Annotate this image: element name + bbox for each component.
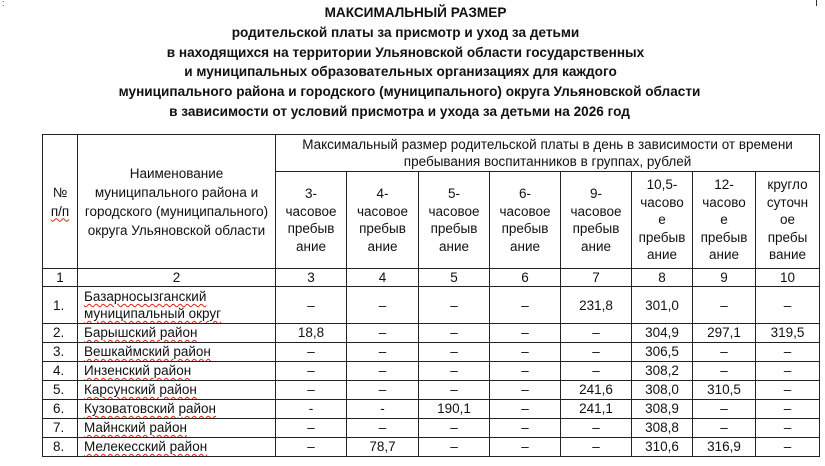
row-value: 304,9 xyxy=(632,324,693,343)
header-column-text: е xyxy=(720,212,728,228)
title-line: и муниципальных образовательных организациях для каждого xyxy=(184,64,617,80)
header-row xyxy=(43,135,820,172)
row-value: – xyxy=(693,419,756,438)
row-value: 319,5 xyxy=(756,324,820,343)
row-value: – xyxy=(419,438,490,457)
row-value: – xyxy=(756,287,820,324)
column-number: 2 xyxy=(78,269,276,287)
header-name: Наименование муниципального района и городского (муниципального) округа Ульяновской области xyxy=(78,135,276,269)
row-value: – xyxy=(419,343,490,362)
row-value: – xyxy=(276,343,347,362)
title-line: родительской платы за присмотр и уход за детьми xyxy=(231,24,580,40)
header-column-text: часовое xyxy=(285,203,337,219)
column-number: 6 xyxy=(490,269,561,287)
row-value: – xyxy=(347,324,419,343)
row-name xyxy=(78,287,276,324)
row-value: – xyxy=(693,400,756,419)
row-name-text: Вешкаймский район xyxy=(84,344,211,359)
header-column-text: ание xyxy=(295,238,326,254)
column-number: 7 xyxy=(561,269,632,287)
row-value: – xyxy=(561,438,632,457)
row-value: – xyxy=(419,419,490,438)
row-name-text: Барышский район xyxy=(84,325,198,340)
row-name-text: Майнский район xyxy=(84,420,187,435)
title-line: муниципального района и городского (муниципального) округа Ульяновской области xyxy=(118,84,701,100)
row-value: – xyxy=(490,287,561,324)
row-name-text: Мелекесский район xyxy=(84,439,208,454)
row-name-text: Инзенский район xyxy=(84,363,192,378)
row-value: – xyxy=(347,287,419,324)
title-line: в находящихся на территории Ульяновской области государственных xyxy=(166,44,645,60)
row-value: 308,0 xyxy=(632,381,693,400)
header-group: Максимальный размер родительской платы в день в зависимости от времени пребывания воспитанников в группах, рублей xyxy=(276,135,820,172)
row-value: – xyxy=(561,362,632,381)
row-value: – xyxy=(756,400,820,419)
row-value: – xyxy=(756,343,820,362)
table-row xyxy=(43,438,820,457)
header-column-text: пребыв xyxy=(638,229,686,245)
header-column-4 xyxy=(490,172,561,269)
header-column-text: 9- xyxy=(589,186,602,201)
column-number: 5 xyxy=(419,269,490,287)
row-value: 301,0 xyxy=(632,287,693,324)
table-row xyxy=(43,381,820,400)
header-column-8 xyxy=(756,172,820,269)
header-column-text: часовое xyxy=(499,203,551,219)
row-value: 190,1 xyxy=(419,400,490,419)
row-value: – xyxy=(490,362,561,381)
header-column-text: ание xyxy=(708,247,739,263)
table-row xyxy=(43,287,820,324)
column-number: 1 xyxy=(43,269,78,287)
header-column-text: вание xyxy=(769,247,807,263)
column-number: 9 xyxy=(693,269,756,287)
row-name xyxy=(78,438,276,457)
header-column-text: пребы xyxy=(767,229,808,245)
document-title xyxy=(0,3,825,122)
row-value: – xyxy=(276,438,347,457)
row-value: – xyxy=(561,343,632,362)
header-column-text: 10,5- xyxy=(646,177,678,193)
header-column-text: пребыв xyxy=(700,229,748,245)
row-name xyxy=(78,400,276,419)
row-value: – xyxy=(276,419,347,438)
row-value: 308,2 xyxy=(632,362,693,381)
row-number: 7. xyxy=(43,419,78,438)
column-number: 8 xyxy=(632,269,693,287)
row-value: 241,6 xyxy=(561,381,632,400)
header-column-text: пребыв xyxy=(572,221,620,236)
row-value: – xyxy=(419,287,490,324)
row-value: – xyxy=(756,362,820,381)
row-name xyxy=(78,324,276,343)
row-number: 1. xyxy=(43,287,78,324)
header-column-7 xyxy=(693,172,756,269)
header-column-1 xyxy=(276,172,347,269)
header-column-text: 12- xyxy=(714,177,734,193)
row-value: 310,6 xyxy=(632,438,693,457)
table-row xyxy=(43,419,820,438)
row-value: – xyxy=(276,362,347,381)
table-row xyxy=(43,343,820,362)
header-column-2 xyxy=(347,172,419,269)
row-value: – xyxy=(490,419,561,438)
header-column-text: 6- xyxy=(518,186,531,201)
row-value: – xyxy=(490,400,561,419)
header-column-text: ание xyxy=(438,238,469,254)
header-column-text: часово xyxy=(640,194,684,210)
row-number: 8. xyxy=(43,438,78,457)
header-column-text: пребыв xyxy=(501,221,549,236)
header-column-text: пребыв xyxy=(430,221,478,236)
header-column-text: ание xyxy=(646,247,677,263)
row-value: 306,5 xyxy=(632,343,693,362)
row-value: – xyxy=(693,287,756,324)
header-no-abbr: п/п xyxy=(50,203,70,219)
header-column-text: суточн xyxy=(766,194,809,210)
row-value: – xyxy=(490,324,561,343)
row-value: – xyxy=(347,419,419,438)
row-value: - xyxy=(276,400,347,419)
row-value: – xyxy=(693,343,756,362)
header-column-text: часовое xyxy=(357,203,408,219)
row-value: – xyxy=(756,438,820,457)
row-value: – xyxy=(419,324,490,343)
row-value: 308,9 xyxy=(632,400,693,419)
header-column-text: ание xyxy=(509,238,540,254)
column-numbers-row xyxy=(43,269,820,287)
header-column-text: ое xyxy=(780,212,796,228)
row-name-text: Кузоватовский район xyxy=(84,401,216,416)
row-number: 3. xyxy=(43,343,78,362)
header-column-text: часово xyxy=(702,194,746,210)
row-value: – xyxy=(756,419,820,438)
row-value: – xyxy=(756,381,820,400)
column-number: 3 xyxy=(276,269,347,287)
table-row xyxy=(43,362,820,381)
header-column-text: часовое xyxy=(570,203,622,219)
row-value: 18,8 xyxy=(276,324,347,343)
header-column-text: 4- xyxy=(376,186,389,201)
row-value: – xyxy=(347,362,419,381)
row-value: 231,8 xyxy=(561,287,632,324)
row-value: – xyxy=(419,381,490,400)
row-number: 2. xyxy=(43,324,78,343)
header-column-text: ание xyxy=(580,238,611,254)
row-value: 78,7 xyxy=(347,438,419,457)
row-value: 308,8 xyxy=(632,419,693,438)
header-column-text: ание xyxy=(367,238,398,254)
header-column-text: 3- xyxy=(304,186,317,201)
row-name xyxy=(78,343,276,362)
row-value: – xyxy=(419,362,490,381)
title-line: МАКСИМАЛЬНЫЙ РАЗМЕР xyxy=(324,5,507,20)
column-number: 10 xyxy=(756,269,820,287)
row-value: 310,5 xyxy=(693,381,756,400)
header-column-3 xyxy=(419,172,490,269)
row-value: – xyxy=(693,362,756,381)
header-column-text: кругло xyxy=(767,177,808,193)
row-value: – xyxy=(276,381,347,400)
row-value: – xyxy=(276,287,347,324)
header-column-5 xyxy=(561,172,632,269)
row-value: – xyxy=(490,438,561,457)
row-number: 5. xyxy=(43,381,78,400)
title-line: в зависимости от условий присмотра и ухода за детьми на 2026 год xyxy=(169,103,630,119)
row-value: – xyxy=(490,343,561,362)
header-column-text: пребыв xyxy=(359,221,406,236)
row-name xyxy=(78,362,276,381)
row-value: – xyxy=(561,324,632,343)
fee-table xyxy=(42,134,820,457)
row-value: 241,1 xyxy=(561,400,632,419)
table-row xyxy=(43,400,820,419)
row-name xyxy=(78,381,276,400)
table-row xyxy=(43,324,820,343)
row-value: – xyxy=(347,343,419,362)
row-name xyxy=(78,419,276,438)
row-number: 4. xyxy=(43,362,78,381)
row-value: - xyxy=(347,400,419,419)
row-number: 6. xyxy=(43,400,78,419)
header-column-text: е xyxy=(658,212,666,228)
row-value: 316,9 xyxy=(693,438,756,457)
header-no-symbol: № xyxy=(52,184,68,200)
header-column-text: пребыв xyxy=(287,221,335,236)
row-name-text: Карсунский район xyxy=(84,382,197,397)
row-value: – xyxy=(347,381,419,400)
row-name-text: Базарносызганский муниципальный округ xyxy=(84,289,222,321)
header-column-text: часовое xyxy=(428,203,480,219)
header-column-6 xyxy=(632,172,693,269)
header-column-text: 5- xyxy=(447,186,460,201)
header-no xyxy=(43,135,78,269)
column-number: 4 xyxy=(347,269,419,287)
row-value: 297,1 xyxy=(693,324,756,343)
row-value: – xyxy=(561,419,632,438)
row-value: – xyxy=(490,381,561,400)
crop-mark-left: : xyxy=(2,0,5,8)
